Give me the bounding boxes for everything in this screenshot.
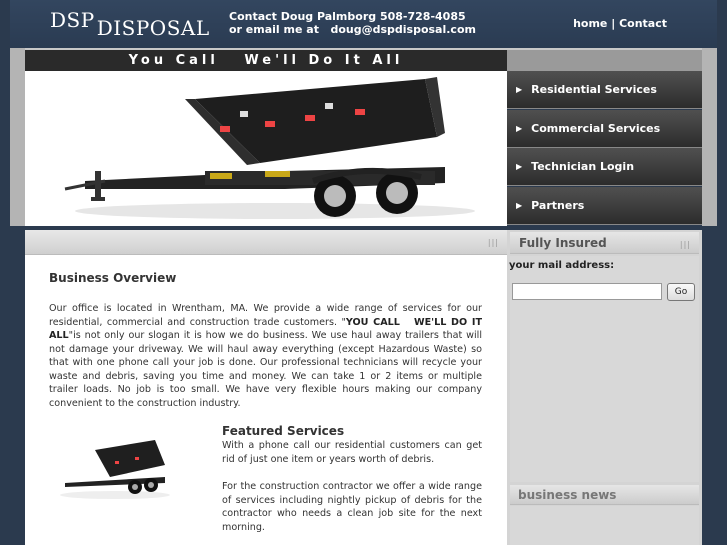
menu-item-label: Residential Services [531, 83, 657, 96]
featured-trailer-thumbnail [55, 435, 175, 505]
featured-title: Featured Services [222, 424, 345, 438]
nav-home-link[interactable]: home [573, 17, 608, 30]
grip-icon: ||| [487, 238, 499, 247]
overview-title: Business Overview [49, 271, 177, 285]
dump-trailer-illustration [25, 71, 507, 226]
overview-text [49, 302, 486, 410]
menu-item-label: Commercial Services [531, 121, 661, 135]
arrow-right-icon: ▶ [516, 162, 523, 171]
menu-item-technician-login[interactable] [507, 148, 702, 186]
hero-trailer-image [25, 71, 507, 226]
nav-contact-link[interactable]: Contact [619, 17, 667, 30]
contact-email-line: or email me at doug@dspdisposal.com [229, 23, 476, 36]
top-nav [573, 17, 667, 30]
grip-icon: ||| [679, 240, 691, 249]
arrow-right-icon: ▶ [516, 123, 523, 133]
insured-header [510, 232, 699, 254]
arrow-right-icon: ▶ [516, 200, 523, 210]
menu-item-label: Technician Login [531, 160, 635, 173]
menu-item-commercial-services[interactable] [507, 110, 702, 148]
trailer-thumbnail-illustration [55, 435, 175, 505]
right-frame [702, 48, 717, 228]
slogan-inline: YOU CALL WE'LL DO IT ALL [49, 316, 486, 341]
contact-phone-line: Contact Doug Palmborg 508-728-4085 [229, 10, 466, 23]
insured-title: Fully Insured [519, 236, 607, 250]
news-header [510, 485, 699, 505]
news-title: business news [518, 488, 617, 502]
logo-sub: DISPOSAL [96, 16, 210, 40]
logo-main: DSP [50, 8, 95, 32]
overview-text-part2: "is not only our slogan it is how we do business. We use haul away trailers that will not damage your driveway. We will haul away everything (except Hazardous Waste) so that with one phone call your job is done. Our professional technicians will recycle your waste and debris, saving you time and money. We can take 1 or 2 items or multiple trailer loads. No job is too small. We have very flexible hours making our company convenient to the construction industry. [49, 330, 482, 409]
slogan-bar-right [507, 50, 702, 71]
main-header-bar [25, 230, 507, 255]
site-header [10, 0, 717, 48]
main-content [25, 230, 507, 545]
left-frame [10, 48, 25, 228]
overview-text-part1: Our office is located in Wrentham, MA. We provide a wide range of services for our residential, commercial and construction trade customers. " [49, 303, 482, 328]
email-field[interactable] [512, 283, 662, 300]
news-panel [510, 506, 699, 545]
slogan-text: You Call We'll Do It All [128, 53, 404, 68]
go-button[interactable]: Go [667, 283, 695, 301]
featured-text-residential: With a phone call our residential customers can get rid of just one item or years worth of debris. [222, 440, 482, 465]
side-menu [507, 71, 702, 226]
featured-text-contractor: For the construction contractor we offer a wide range of services including nightly pickup of debris for the contractor who needs a clean job site for the next morning. [222, 481, 482, 533]
contact-info [229, 10, 476, 36]
menu-item-label: Partners [531, 198, 585, 212]
mail-label: your mail address: [509, 260, 615, 271]
menu-item-residential-services[interactable] [507, 71, 702, 109]
sidebar [507, 230, 702, 545]
arrow-right-icon: ▶ [516, 85, 523, 94]
menu-item-partners[interactable] [507, 187, 702, 225]
site-logo[interactable] [50, 8, 210, 40]
slogan-bar [25, 50, 507, 71]
nav-separator: | [607, 17, 620, 30]
